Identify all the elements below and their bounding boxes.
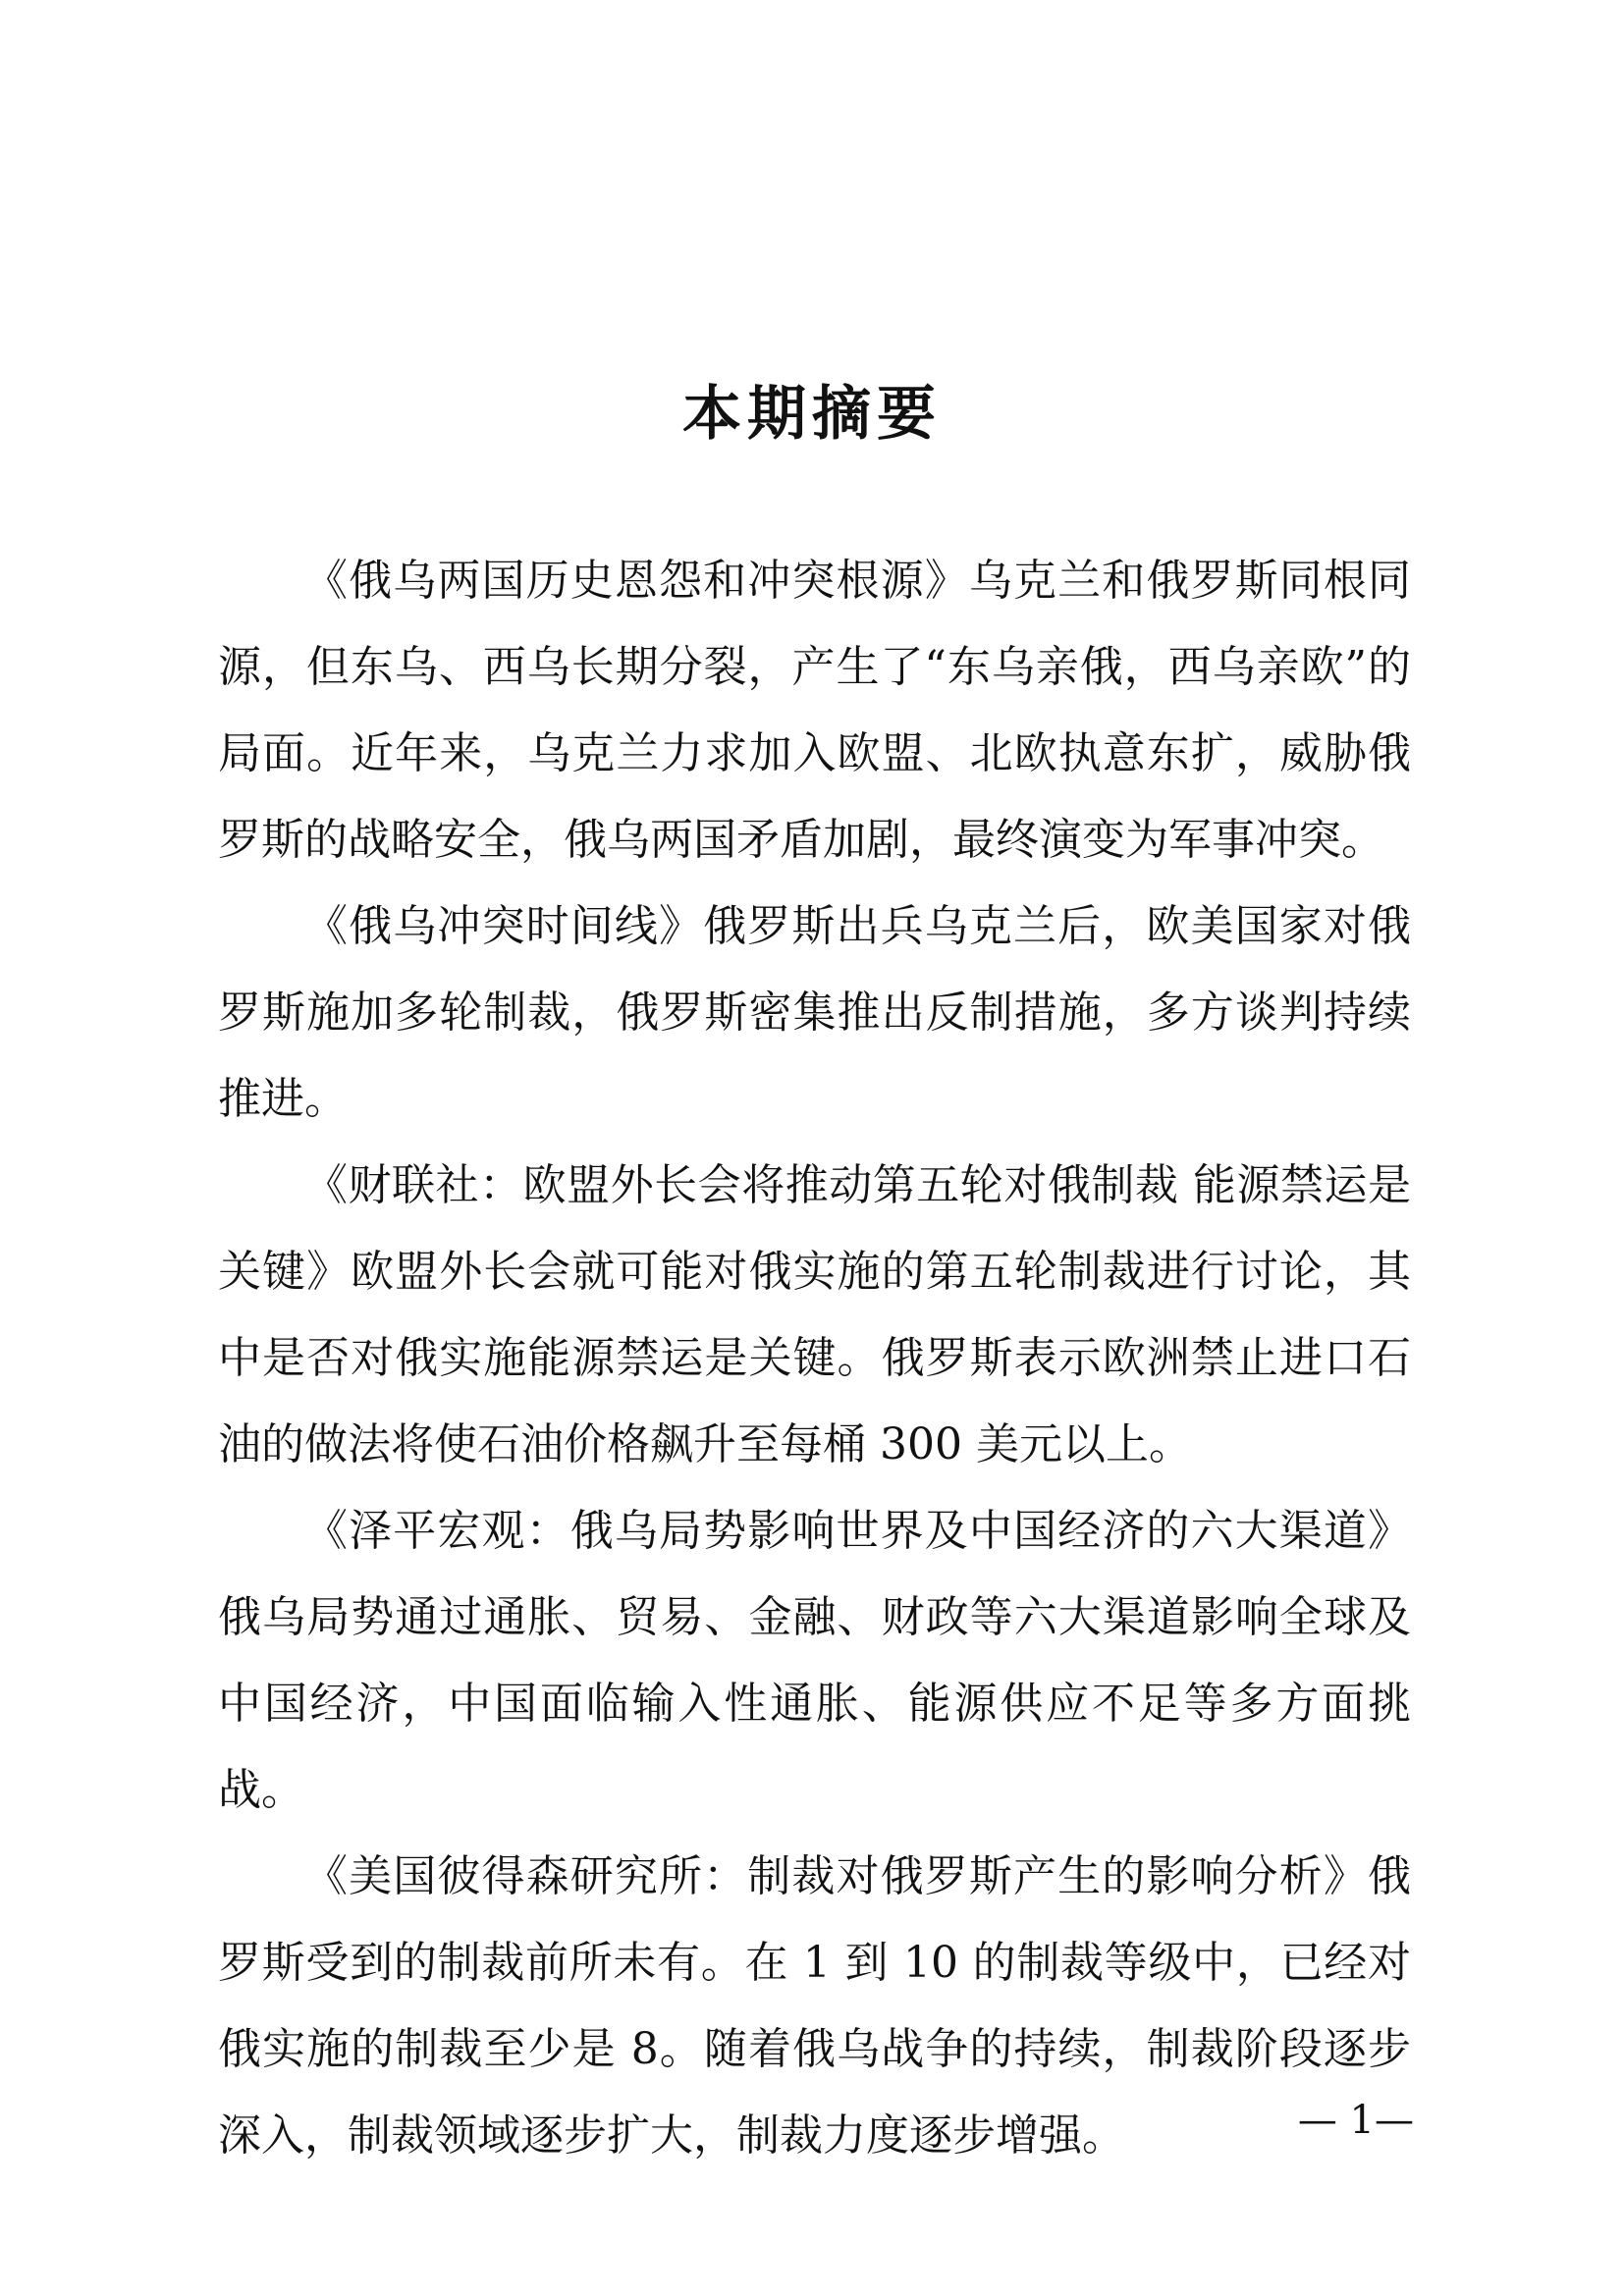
- article-title: 《俄乌冲突时间线》: [304, 901, 704, 951]
- article-summary: 俄乌局势通过通胀、贸易、金融、财政等六大渠道影响全球及中国经济，中国面临输入性通胀、能源供应不足等多方面挑战。: [218, 1592, 1411, 1815]
- summary-paragraph: [218, 1143, 1411, 1488]
- article-title: 《美国彼得森研究所：制裁对俄罗斯产生的影响分析》: [304, 1851, 1368, 1901]
- summary-paragraph: [218, 538, 1411, 883]
- article-title: 《财联社：欧盟外长会将推动第五轮对俄制裁 能源禁运是关键》: [218, 1160, 1411, 1297]
- page-number: — 1—: [1297, 2098, 1414, 2143]
- article-summary: 欧盟外长会就可能对俄实施的第五轮制裁进行讨论，其中是否对俄实施能源禁运是关键。俄罗斯表示欧洲禁止进口石油的做法将使石油价格飙升至每桶 300 美元以上。: [218, 1247, 1412, 1469]
- summary-body: [218, 538, 1411, 2179]
- summary-paragraph: [218, 1834, 1411, 2179]
- article-summary: 乌克兰和俄罗斯同根同源，但东乌、西乌长期分裂，产生了“东乌亲俄，西乌亲欧”的局面。近年来，乌克兰力求加入欧盟、北欧执意东扩，威胁俄罗斯的战略安全，俄乌两国矛盾加剧，最终演变为军事冲突。: [218, 556, 1411, 865]
- summary-paragraph: [218, 883, 1411, 1143]
- page-title: 本期摘要: [682, 380, 942, 449]
- article-title: 《俄乌两国历史恩怨和冲突根源》: [304, 556, 969, 606]
- article-title: 《泽平宏观：俄乌局势影响世界及中国经济的六大渠道》: [304, 1506, 1411, 1556]
- summary-paragraph: [218, 1488, 1411, 1834]
- article-summary: 俄罗斯出兵乌克兰后，欧美国家对俄罗斯施加多轮制裁，俄罗斯密集推出反制措施，多方谈判持续推进。: [218, 901, 1411, 1124]
- article-summary: 俄罗斯受到的制裁前所未有。在 1 到 10 的制裁等级中，已经对俄实施的制裁至少是 8。随着俄乌战争的持续，制裁阶段逐步深入，制裁领域逐步扩大，制裁力度逐步增强。: [218, 1851, 1411, 2161]
